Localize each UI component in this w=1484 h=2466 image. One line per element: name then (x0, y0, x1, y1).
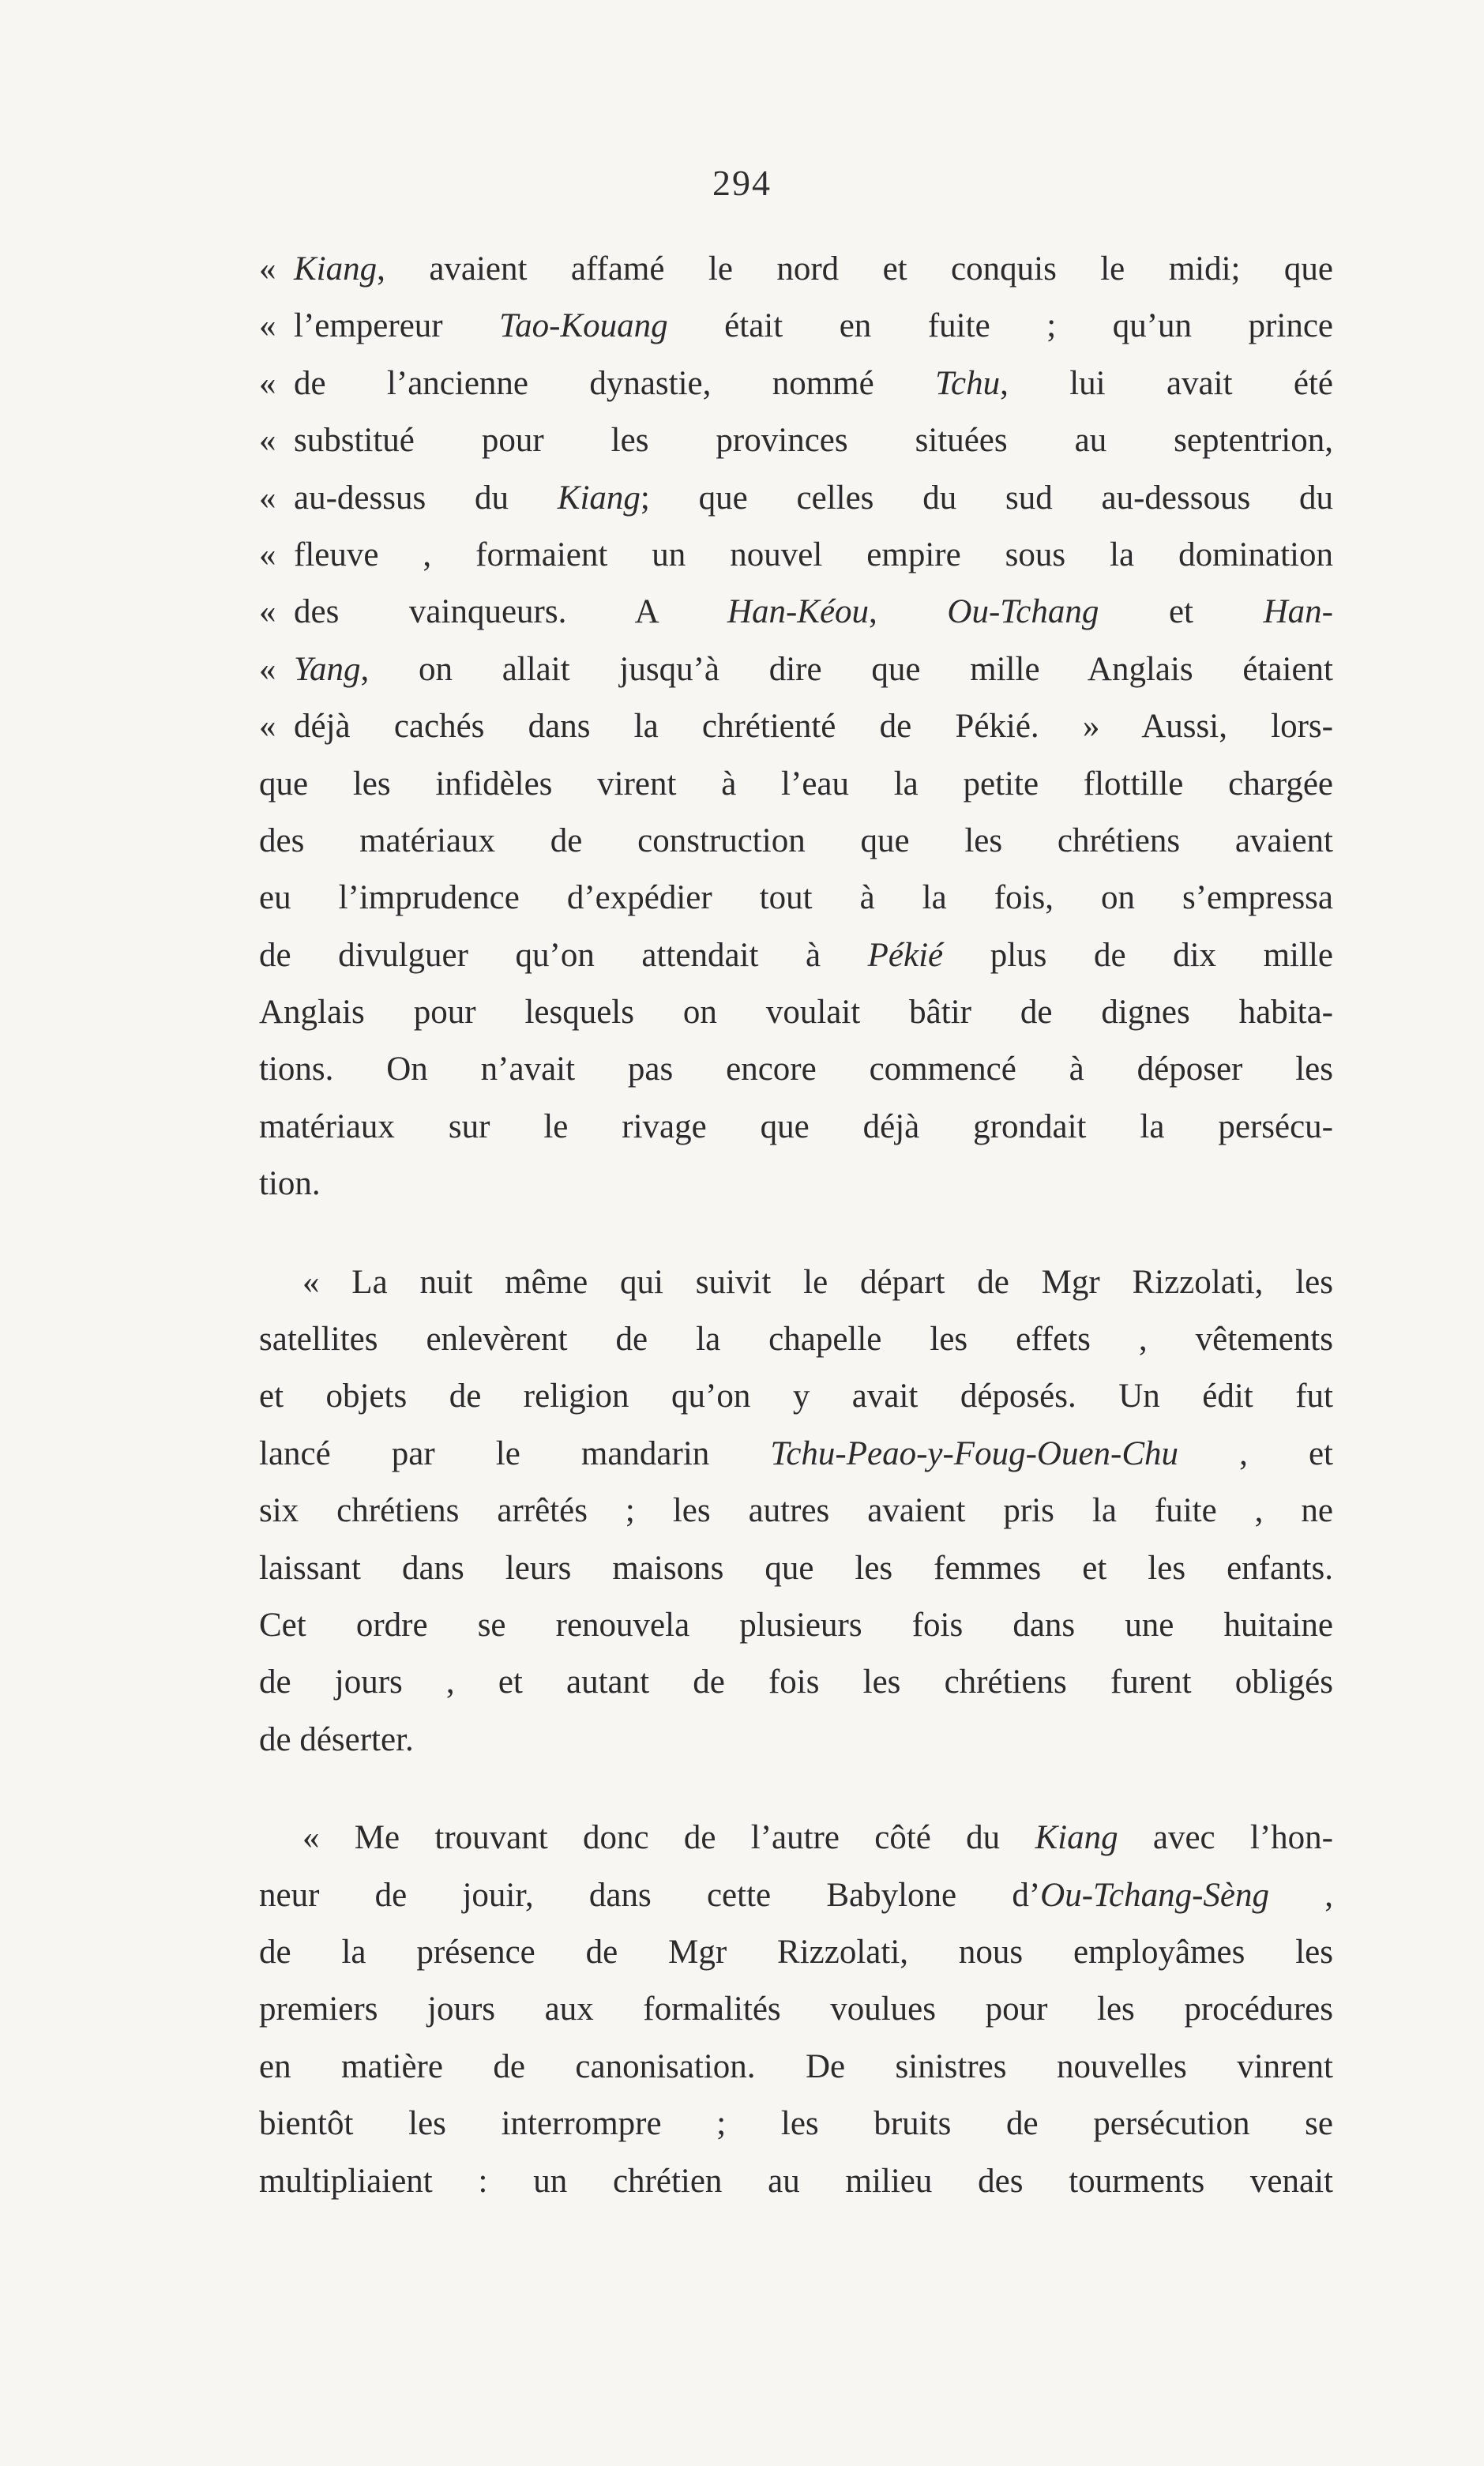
quote-mark: « (259, 422, 276, 460)
text-line (259, 412, 1333, 469)
body-text (259, 241, 1333, 2210)
text-run: , avaient affamé le nord et conquis le midi; que (377, 250, 1333, 288)
text-line (259, 698, 1333, 755)
italic-name: Tchu (935, 364, 1001, 402)
text-run: de l’ancienne dynastie, nommé (294, 364, 936, 402)
italic-name: Kiang (294, 250, 378, 288)
text-line (259, 1254, 1333, 1311)
text-run: bientôt les interrompre ; les bruits de persécution se (259, 2105, 1333, 2143)
text-run: était en fuite ; qu’un prince (667, 307, 1333, 345)
italic-name: Han- (1263, 593, 1333, 631)
text-line (259, 1426, 1333, 1483)
text-line (259, 1483, 1333, 1539)
text-run: matériaux sur le rivage que déjà grondait la persécu- (259, 1107, 1333, 1145)
text-run: plus de dix mille (943, 936, 1333, 974)
text-run: substitué pour les provinces situées au septentrion, (294, 422, 1333, 460)
quote-mark: « (259, 650, 276, 688)
italic-name: Tchu-Peao-y-Foug-Ouen-Chu (770, 1434, 1179, 1472)
text-run: Cet ordre se renouvela plusieurs fois dans une huitaine (259, 1606, 1333, 1644)
text-run: , on allait jusqu’à dire que mille Anglais étaient (360, 650, 1333, 688)
text-run: et objets de religion qu’on y avait déposés. Un édit fut (259, 1378, 1333, 1415)
text-line (259, 527, 1333, 584)
text-run: satellites enlevèrent de la chapelle les effets , vêtements (259, 1321, 1333, 1359)
text-run: Anglais pour lesquels on voulait bâtir de dignes habita- (259, 994, 1333, 1032)
text-run: neur de jouir, dans cette Babylone d’ (259, 1876, 1041, 1914)
italic-name: Tao-Kouang (499, 307, 668, 345)
text-run: avec l’hon- (1118, 1819, 1333, 1857)
text-run: , (1269, 1876, 1333, 1914)
italic-name: Ou-Tchang-Sèng (1040, 1876, 1270, 1914)
text-run: des vainqueurs. A (294, 593, 727, 631)
text-line (259, 355, 1333, 412)
text-run: , et (1178, 1434, 1333, 1472)
text-line (259, 927, 1333, 984)
text-run: fleuve , formaient un nouvel empire sous la domination (294, 536, 1333, 573)
text-run: lancé par le mandarin (259, 1434, 771, 1472)
text-line (259, 870, 1333, 927)
text-line (259, 756, 1333, 813)
text-line (259, 1099, 1333, 1156)
text-run: de déserter. (259, 1720, 414, 1758)
text-run: , (869, 593, 948, 631)
text-line (259, 470, 1333, 527)
paragraph-gap (259, 1213, 1333, 1254)
text-run: six chrétiens arrêtés ; les autres avaient pris la fuite , ne (259, 1492, 1333, 1530)
page-number: 294 (712, 163, 772, 203)
text-run: et (1099, 593, 1264, 631)
text-run: de la présence de Mgr Rizzolati, nous employâmes les (259, 1933, 1333, 1971)
text-run: premiers jours aux formalités voulues pour les procédures (259, 1990, 1333, 2028)
text-line (259, 1368, 1333, 1425)
italic-name: Han-Kéou (727, 593, 870, 631)
text-run: de jours , et autant de fois les chrétiens furent obligés (259, 1663, 1333, 1701)
text-line (259, 2153, 1333, 2210)
text-run: en matière de canonisation. De sinistres nouvelles vinrent (259, 2047, 1333, 2085)
text-run: que les infidèles virent à l’eau la petite flottille chargée (259, 765, 1333, 803)
text-line (259, 2039, 1333, 2096)
text-run: ; que celles du sud au-dessous du (640, 479, 1333, 517)
text-line (259, 984, 1333, 1041)
quote-mark: « (259, 536, 276, 573)
text-line (259, 641, 1333, 698)
text-line (259, 1597, 1333, 1654)
text-run: de divulguer qu’on attendait à (259, 936, 868, 974)
text-run: multipliaient : un chrétien au milieu des tourments venait (259, 2162, 1333, 2200)
italic-name: Ou-Tchang (947, 593, 1099, 631)
quote-mark: « (259, 708, 276, 746)
text-run: tions. On n’avait pas encore commencé à déposer les (259, 1051, 1333, 1088)
text-run: déjà cachés dans la chrétienté de Pékié. » Aussi, lors- (294, 708, 1333, 746)
text-line (259, 1810, 1333, 1866)
text-run: des matériaux de construction que les chrétiens avaient (259, 821, 1333, 859)
quote-mark: « (259, 479, 276, 517)
text-run: laissant dans leurs maisons que les femmes et les enfants. (259, 1549, 1333, 1587)
text-line (259, 1981, 1333, 2038)
quote-mark: « (259, 250, 276, 288)
text-run: eu l’imprudence d’expédier tout à la fois, on s’empressa (259, 879, 1333, 917)
text-line (259, 2096, 1333, 2152)
quote-mark: « (259, 593, 276, 631)
text-line (259, 241, 1333, 298)
quote-mark: « (259, 364, 276, 402)
italic-name: Yang (294, 650, 361, 688)
text-line (259, 1156, 1333, 1212)
text-line (259, 1867, 1333, 1924)
text-line (259, 813, 1333, 870)
text-line (259, 1311, 1333, 1368)
text-run: , lui avait été (1000, 364, 1333, 402)
text-line (259, 1712, 1333, 1769)
text-run: « La nuit même qui suivit le départ de Mgr Rizzolati, les (302, 1263, 1333, 1301)
paragraph-gap (259, 1769, 1333, 1810)
text-line (259, 298, 1333, 355)
text-run: au-dessus du (294, 479, 558, 517)
italic-name: Kiang (1035, 1819, 1118, 1857)
italic-name: Kiang (557, 479, 641, 517)
text-line (259, 1654, 1333, 1711)
text-run: « Me trouvant donc de l’autre côté du (302, 1819, 1035, 1857)
text-line (259, 1041, 1333, 1098)
quote-mark: « (259, 307, 276, 345)
text-line (259, 1540, 1333, 1597)
text-run: l’empereur (294, 307, 500, 345)
text-run: tion. (259, 1165, 321, 1203)
italic-name: Pékié (867, 936, 944, 974)
text-line (259, 584, 1333, 641)
text-line (259, 1924, 1333, 1981)
